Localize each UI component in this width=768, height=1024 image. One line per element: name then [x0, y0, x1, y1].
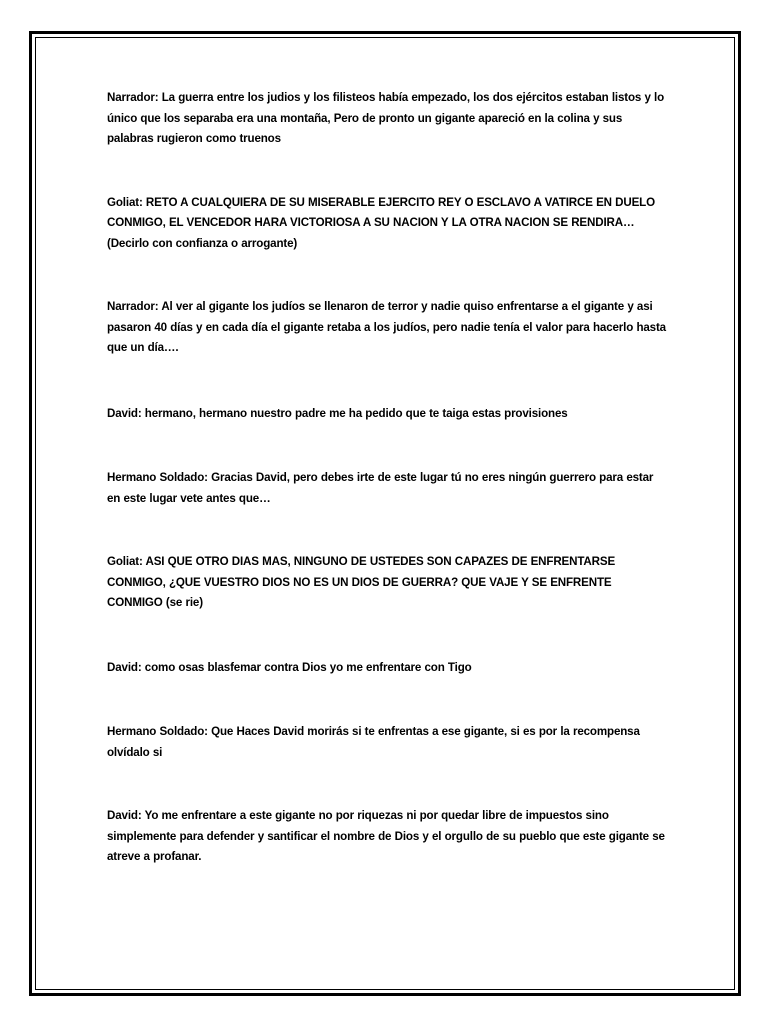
paragraph-narrador-2: Narrador: Al ver al gigante los judíos se llenaron de terror y nadie quiso enfrentarse a el gigante y asi pasaron 40 días y en cada día el gigante retaba a los judíos, pero nadie tenía el valor para hacerlo hasta que un día….: [107, 300, 666, 354]
paragraph-david-3: David: Yo me enfrentare a este gigante no por riquezas ni por quedar libre de impuestos sino simplemente para defender y santificar el nombre de Dios y el orgullo de su pueblo que este gigante se atreve a profanar.: [107, 809, 665, 863]
paragraph-hermano-soldado-1: Hermano Soldado: Gracias David, pero debes irte de este lugar tú no eres ningún guerrero para estar en este lugar vete antes que…: [107, 471, 654, 505]
document-body: [107, 88, 667, 868]
paragraph-narrador-1: Narrador: La guerra entre los judios y los filisteos había empezado, los dos ejércitos estaban listos y lo único que los separaba era una montaña, Pero de pronto un gigante apareció en la colina y sus palabras rugieron como truenos: [107, 91, 665, 145]
paragraph-hermano-soldado-2: Hermano Soldado: Que Haces David morirás si te enfrentas a ese gigante, si es por la recompensa olvídalo si: [107, 725, 640, 759]
paragraph-david-2: David: como osas blasfemar contra Dios yo me enfrentare con Tigo: [107, 660, 472, 674]
paragraph-goliat-1: Goliat: RETO A CUALQUIERA DE SU MISERABLE EJERCITO REY O ESCLAVO A VATIRCE EN DUELO CONMIGO, EL VENCEDOR HARA VICTORIOSA A SU NACION Y LA OTRA NACION SE RENDIRA… (Decirlo con confianza o arrogante): [107, 195, 655, 250]
paragraph-goliat-2: Goliat: ASI QUE OTRO DIAS MAS, NINGUNO DE USTEDES SON CAPAZES DE ENFRENTARSE CONMIGO, ¿QUE VUESTRO DIOS NO ES UN DIOS DE GUERRA? QUE VAJE Y SE ENFRENTE CONMIGO (se rie): [107, 555, 616, 609]
paragraph-david-1: David: hermano, hermano nuestro padre me ha pedido que te taiga estas provisiones: [107, 406, 568, 420]
